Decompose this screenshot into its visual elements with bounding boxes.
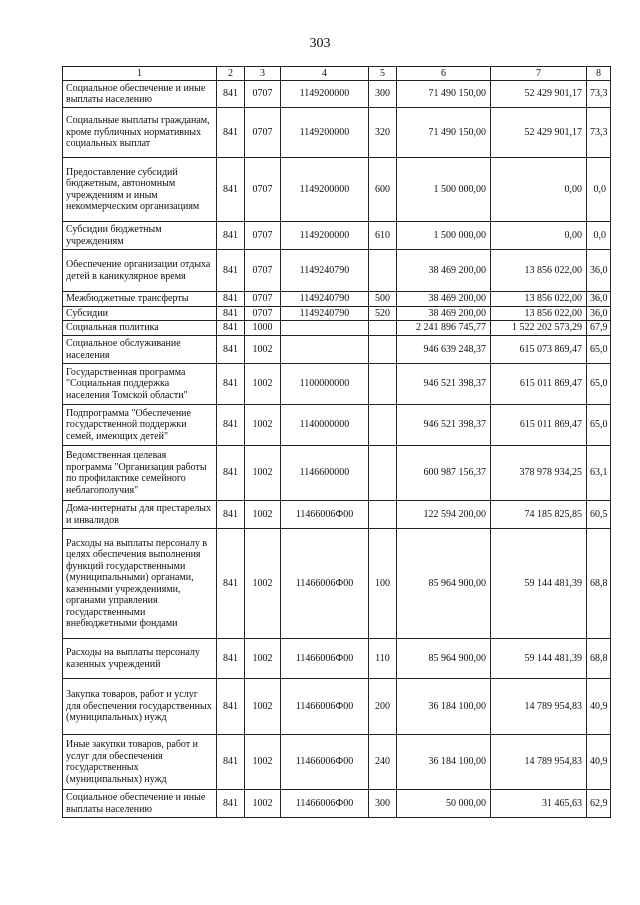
row-admin: 841: [217, 405, 245, 446]
row-percent: 62,9: [587, 790, 611, 818]
row-name: Субсидии бюджетным учреждениям: [63, 222, 217, 250]
row-expense-type: 300: [369, 790, 397, 818]
row-section: 1002: [245, 501, 281, 529]
row-actual: 615 073 869,47: [491, 336, 587, 364]
row-admin: 841: [217, 790, 245, 818]
col-header-8: 8: [587, 67, 611, 81]
row-expense-type: 500: [369, 292, 397, 307]
row-percent: 68,8: [587, 639, 611, 679]
row-target-article: 1149200000: [281, 108, 369, 158]
table-row: [63, 501, 611, 529]
page-number: 303: [309, 36, 331, 51]
col-header-6: 6: [397, 67, 491, 81]
row-admin: 841: [217, 529, 245, 639]
row-plan: 946 521 398,37: [397, 364, 491, 405]
row-section: 1002: [245, 529, 281, 639]
row-percent: 40,9: [587, 735, 611, 790]
table-row: [63, 735, 611, 790]
row-percent: 0,0: [587, 158, 611, 222]
row-target-article: 11466006Ф00: [281, 790, 369, 818]
row-section: 1002: [245, 639, 281, 679]
row-target-article: 1149200000: [281, 158, 369, 222]
table-row: [63, 336, 611, 364]
col-header-5: 5: [369, 67, 397, 81]
col-header-1: 1: [63, 67, 217, 81]
row-percent: 63,1: [587, 446, 611, 501]
row-percent: 73,3: [587, 108, 611, 158]
row-actual: 14 789 954,83: [491, 679, 587, 735]
row-name: Социальное обеспечение и иные выплаты населению: [63, 81, 217, 108]
row-admin: 841: [217, 679, 245, 735]
row-name: Иные закупки товаров, работ и услуг для обеспечения государственных (муниципальных) нужд: [63, 735, 217, 790]
row-expense-type: 300: [369, 81, 397, 108]
row-target-article: 1149240790: [281, 292, 369, 307]
row-target-article: 1149240790: [281, 250, 369, 292]
row-plan: 71 490 150,00: [397, 81, 491, 108]
row-plan: 71 490 150,00: [397, 108, 491, 158]
row-actual: 378 978 934,25: [491, 446, 587, 501]
row-name: Социальное обеспечение и иные выплаты населению: [63, 790, 217, 818]
row-target-article: 11466006Ф00: [281, 679, 369, 735]
table-row: [63, 321, 611, 336]
row-percent: 68,8: [587, 529, 611, 639]
row-plan: 122 594 200,00: [397, 501, 491, 529]
row-percent: 60,5: [587, 501, 611, 529]
row-expense-type: 320: [369, 108, 397, 158]
row-admin: 841: [217, 108, 245, 158]
row-target-article: 1146600000: [281, 446, 369, 501]
row-percent: 67,9: [587, 321, 611, 336]
row-admin: 841: [217, 735, 245, 790]
row-actual: 0,00: [491, 158, 587, 222]
row-expense-type: 200: [369, 679, 397, 735]
row-admin: 841: [217, 639, 245, 679]
row-section: 1002: [245, 364, 281, 405]
row-name: Ведомственная целевая программа "Организация работы по профилактике семейного неблагополучия": [63, 446, 217, 501]
row-section: 0707: [245, 250, 281, 292]
row-admin: 841: [217, 81, 245, 108]
row-percent: 40,9: [587, 679, 611, 735]
row-section: 1000: [245, 321, 281, 336]
row-target-article: 11466006Ф00: [281, 639, 369, 679]
row-name: Социальное обслуживание населения: [63, 336, 217, 364]
row-actual: 52 429 901,17: [491, 81, 587, 108]
row-expense-type: 100: [369, 529, 397, 639]
col-header-2: 2: [217, 67, 245, 81]
col-header-4: 4: [281, 67, 369, 81]
row-name: Субсидии: [63, 307, 217, 321]
row-name: Подпрограмма "Обеспечение государственной поддержки семей, имеющих детей": [63, 405, 217, 446]
table-row: [63, 250, 611, 292]
row-percent: 36,0: [587, 307, 611, 321]
row-plan: 1 500 000,00: [397, 222, 491, 250]
row-section: 1002: [245, 336, 281, 364]
row-section: 0707: [245, 307, 281, 321]
table-row: [63, 307, 611, 321]
row-name: Социальные выплаты гражданам, кроме публичных нормативных социальных выплат: [63, 108, 217, 158]
table-row: [63, 639, 611, 679]
row-plan: 1 500 000,00: [397, 158, 491, 222]
row-name: Межбюджетные трансферты: [63, 292, 217, 307]
row-target-article: [281, 336, 369, 364]
row-expense-type: [369, 405, 397, 446]
row-actual: 31 465,63: [491, 790, 587, 818]
row-actual: 13 856 022,00: [491, 307, 587, 321]
table-row: [63, 679, 611, 735]
row-percent: 0,0: [587, 222, 611, 250]
row-plan: 85 964 900,00: [397, 529, 491, 639]
row-target-article: 11466006Ф00: [281, 529, 369, 639]
row-plan: 946 639 248,37: [397, 336, 491, 364]
row-target-article: 1149200000: [281, 222, 369, 250]
row-percent: 65,0: [587, 336, 611, 364]
row-admin: 841: [217, 158, 245, 222]
row-admin: 841: [217, 307, 245, 321]
row-target-article: 1100000000: [281, 364, 369, 405]
row-percent: 36,0: [587, 292, 611, 307]
row-plan: 36 184 100,00: [397, 679, 491, 735]
row-expense-type: 520: [369, 307, 397, 321]
row-name: Государственная программа "Социальная поддержка населения Томской области": [63, 364, 217, 405]
row-plan: 946 521 398,37: [397, 405, 491, 446]
row-admin: 841: [217, 364, 245, 405]
row-name: Дома-интернаты для престарелых и инвалидов: [63, 501, 217, 529]
row-name: Обеспечение организации отдыха детей в каникулярное время: [63, 250, 217, 292]
row-expense-type: 610: [369, 222, 397, 250]
row-target-article: 1140000000: [281, 405, 369, 446]
row-target-article: 1149200000: [281, 81, 369, 108]
row-plan: 50 000,00: [397, 790, 491, 818]
row-actual: 615 011 869,47: [491, 364, 587, 405]
table-row: [63, 446, 611, 501]
table-row: [63, 108, 611, 158]
row-admin: 841: [217, 222, 245, 250]
row-section: 0707: [245, 222, 281, 250]
row-actual: 52 429 901,17: [491, 108, 587, 158]
row-actual: 59 144 481,39: [491, 529, 587, 639]
row-section: 0707: [245, 81, 281, 108]
row-actual: 0,00: [491, 222, 587, 250]
row-section: 1002: [245, 446, 281, 501]
row-actual: 74 185 825,85: [491, 501, 587, 529]
row-admin: 841: [217, 321, 245, 336]
table-row: [63, 405, 611, 446]
table-header-row: [63, 67, 611, 81]
row-expense-type: [369, 250, 397, 292]
row-actual: 59 144 481,39: [491, 639, 587, 679]
row-admin: 841: [217, 292, 245, 307]
row-expense-type: [369, 364, 397, 405]
row-expense-type: [369, 501, 397, 529]
row-actual: 1 522 202 573,29: [491, 321, 587, 336]
row-expense-type: [369, 321, 397, 336]
row-section: 1002: [245, 735, 281, 790]
row-expense-type: 240: [369, 735, 397, 790]
row-admin: 841: [217, 336, 245, 364]
row-admin: 841: [217, 501, 245, 529]
table-row: [63, 529, 611, 639]
row-target-article: 11466006Ф00: [281, 735, 369, 790]
row-actual: 13 856 022,00: [491, 250, 587, 292]
table-row: [63, 222, 611, 250]
row-section: 0707: [245, 292, 281, 307]
row-admin: 841: [217, 250, 245, 292]
row-name: Предоставление субсидий бюджетным, автономным учреждениям и иным некоммерческим организациям: [63, 158, 217, 222]
table-row: [63, 292, 611, 307]
row-section: 0707: [245, 158, 281, 222]
row-percent: 36,0: [587, 250, 611, 292]
row-name: Расходы на выплаты персоналу в целях обеспечения выполнения функций государственными (муниципальными) органами, казенными учреждениями, органами управления государственными внебюджетными фондами: [63, 529, 217, 639]
table-row: [63, 81, 611, 108]
table-row: [63, 158, 611, 222]
row-name: Социальная политика: [63, 321, 217, 336]
row-percent: 65,0: [587, 364, 611, 405]
row-plan: 38 469 200,00: [397, 292, 491, 307]
row-section: 1002: [245, 790, 281, 818]
row-admin: 841: [217, 446, 245, 501]
row-actual: 14 789 954,83: [491, 735, 587, 790]
row-expense-type: 110: [369, 639, 397, 679]
budget-table: [62, 66, 611, 818]
row-section: 1002: [245, 679, 281, 735]
row-actual: 13 856 022,00: [491, 292, 587, 307]
row-actual: 615 011 869,47: [491, 405, 587, 446]
row-expense-type: [369, 446, 397, 501]
row-name: Закупка товаров, работ и услуг для обеспечения государственных (муниципальных) нужд: [63, 679, 217, 735]
row-name: Расходы на выплаты персоналу казенных учреждений: [63, 639, 217, 679]
table-row: [63, 364, 611, 405]
row-target-article: 11466006Ф00: [281, 501, 369, 529]
row-section: 1002: [245, 405, 281, 446]
row-plan: 85 964 900,00: [397, 639, 491, 679]
table-row: [63, 790, 611, 818]
row-plan: 2 241 896 745,77: [397, 321, 491, 336]
row-percent: 65,0: [587, 405, 611, 446]
row-plan: 600 987 156,37: [397, 446, 491, 501]
row-target-article: 1149240790: [281, 307, 369, 321]
row-plan: 38 469 200,00: [397, 307, 491, 321]
row-expense-type: [369, 336, 397, 364]
row-plan: 36 184 100,00: [397, 735, 491, 790]
col-header-7: 7: [491, 67, 587, 81]
row-expense-type: 600: [369, 158, 397, 222]
row-target-article: [281, 321, 369, 336]
row-section: 0707: [245, 108, 281, 158]
row-percent: 73,3: [587, 81, 611, 108]
row-plan: 38 469 200,00: [397, 250, 491, 292]
col-header-3: 3: [245, 67, 281, 81]
